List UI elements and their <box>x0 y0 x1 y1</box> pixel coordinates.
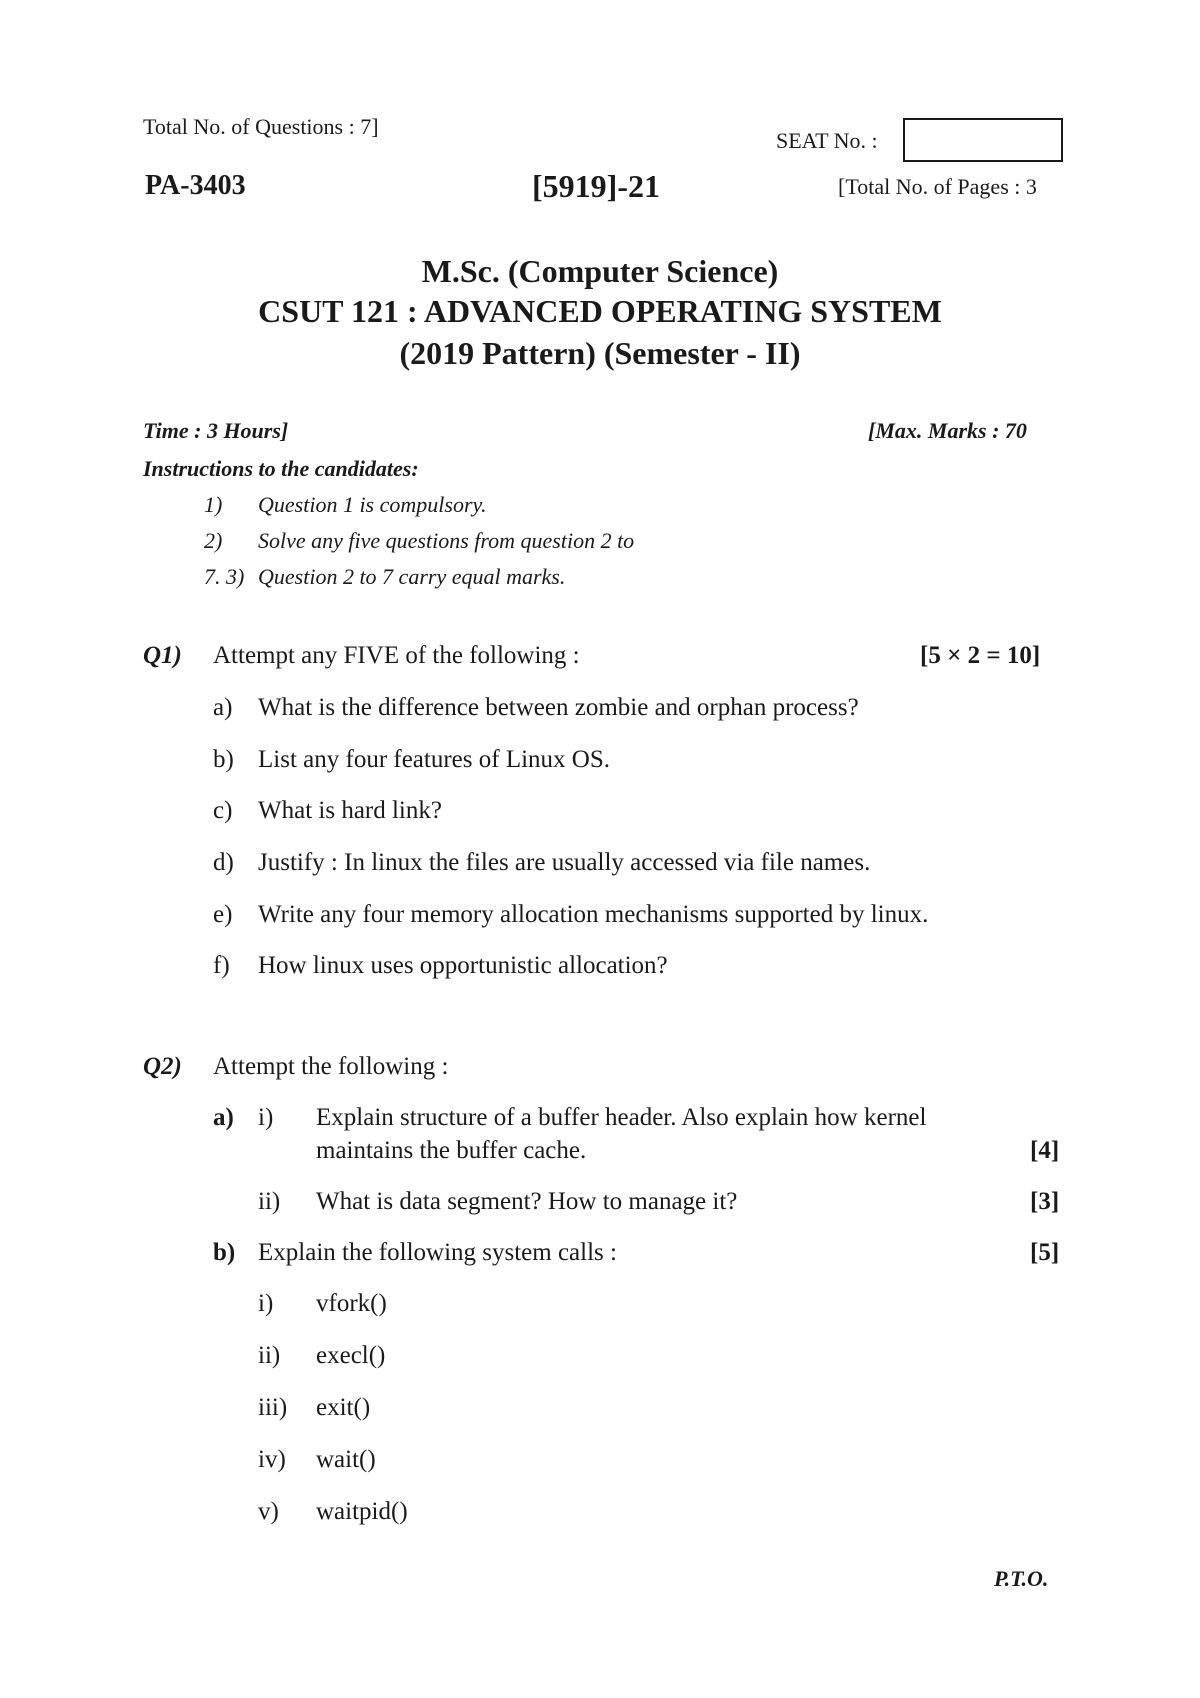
paper-code: PA-3403 <box>145 170 246 201</box>
subpart-text-continued: maintains the buffer cache. <box>316 1137 587 1164</box>
system-call-number: i) <box>258 1290 274 1317</box>
subquestion-number: a) <box>213 694 233 721</box>
subquestion-text: Justify : In linux the files are usually accessed via file names. <box>258 849 871 876</box>
instruction-text: Solve any five questions from question 2 to <box>258 528 635 553</box>
question-marks: [5 × 2 = 10] <box>920 642 1041 669</box>
degree-title: M.Sc. (Computer Science) <box>421 253 779 289</box>
system-call-name: wait() <box>316 1446 376 1473</box>
paper-id: [5919]-21 <box>532 168 660 204</box>
subquestion-text: Explain the following system calls : <box>258 1239 617 1266</box>
subpart-text: What is data segment? How to manage it? <box>316 1188 738 1215</box>
question-text: Attempt any FIVE of the following : <box>213 642 580 669</box>
question-label: Q1) <box>143 642 182 669</box>
question-text: Attempt the following : <box>213 1053 449 1080</box>
subquestion-number: f) <box>213 952 230 979</box>
subpart-number: ii) <box>258 1188 281 1215</box>
total-pages: [Total No. of Pages : 3 <box>838 174 1037 199</box>
page-turn-note: P.T.O. <box>994 1566 1049 1591</box>
total-questions: Total No. of Questions : 7] <box>143 114 379 139</box>
instruction-number: 2) <box>204 528 223 553</box>
max-marks: [Max. Marks : 70 <box>868 418 1027 443</box>
instructions-heading: Instructions to the candidates: <box>143 456 419 481</box>
instruction-number: 7. 3) <box>204 564 245 589</box>
subpart-text: Explain structure of a buffer header. Also explain how kernel <box>316 1104 927 1131</box>
subpart-marks: [3] <box>1030 1188 1060 1215</box>
pattern-semester: (2019 Pattern) (Semester - II) <box>399 335 801 371</box>
subquestion-number: b) <box>213 746 234 773</box>
subquestion-number: e) <box>213 901 233 928</box>
subquestion-number: b) <box>213 1239 236 1266</box>
subpart-marks: [4] <box>1030 1137 1060 1164</box>
system-call-number: ii) <box>258 1342 281 1369</box>
subquestion-text: List any four features of Linux OS. <box>258 746 611 773</box>
subquestion-text: What is hard link? <box>258 797 442 824</box>
seat-number-box[interactable] <box>903 118 1063 162</box>
question-label: Q2) <box>143 1053 182 1080</box>
exam-time: Time : 3 Hours] <box>143 418 289 443</box>
subquestion-text: How linux uses opportunistic allocation? <box>258 952 668 979</box>
instruction-text: Question 1 is compulsory. <box>258 492 487 517</box>
subquestion-number: d) <box>213 849 234 876</box>
system-call-name: execl() <box>316 1342 386 1369</box>
instruction-text: Question 2 to 7 carry equal marks. <box>258 564 566 589</box>
system-call-number: v) <box>258 1498 279 1525</box>
subquestion-number: c) <box>213 797 233 824</box>
seat-label: SEAT No. : <box>776 128 878 153</box>
subpart-number: i) <box>258 1104 274 1131</box>
system-call-name: exit() <box>316 1394 371 1421</box>
instruction-number: 1) <box>204 492 223 517</box>
subquestion-marks: [5] <box>1030 1239 1060 1266</box>
course-title: CSUT 121 : ADVANCED OPERATING SYSTEM <box>258 293 942 329</box>
subquestion-text: What is the difference between zombie and orphan process? <box>258 694 859 721</box>
system-call-number: iv) <box>258 1446 286 1473</box>
system-call-number: iii) <box>258 1394 288 1421</box>
subquestion-text: Write any four memory allocation mechanisms supported by linux. <box>258 901 929 928</box>
system-call-name: waitpid() <box>316 1498 408 1525</box>
subquestion-number: a) <box>213 1104 234 1131</box>
system-call-name: vfork() <box>316 1290 387 1317</box>
